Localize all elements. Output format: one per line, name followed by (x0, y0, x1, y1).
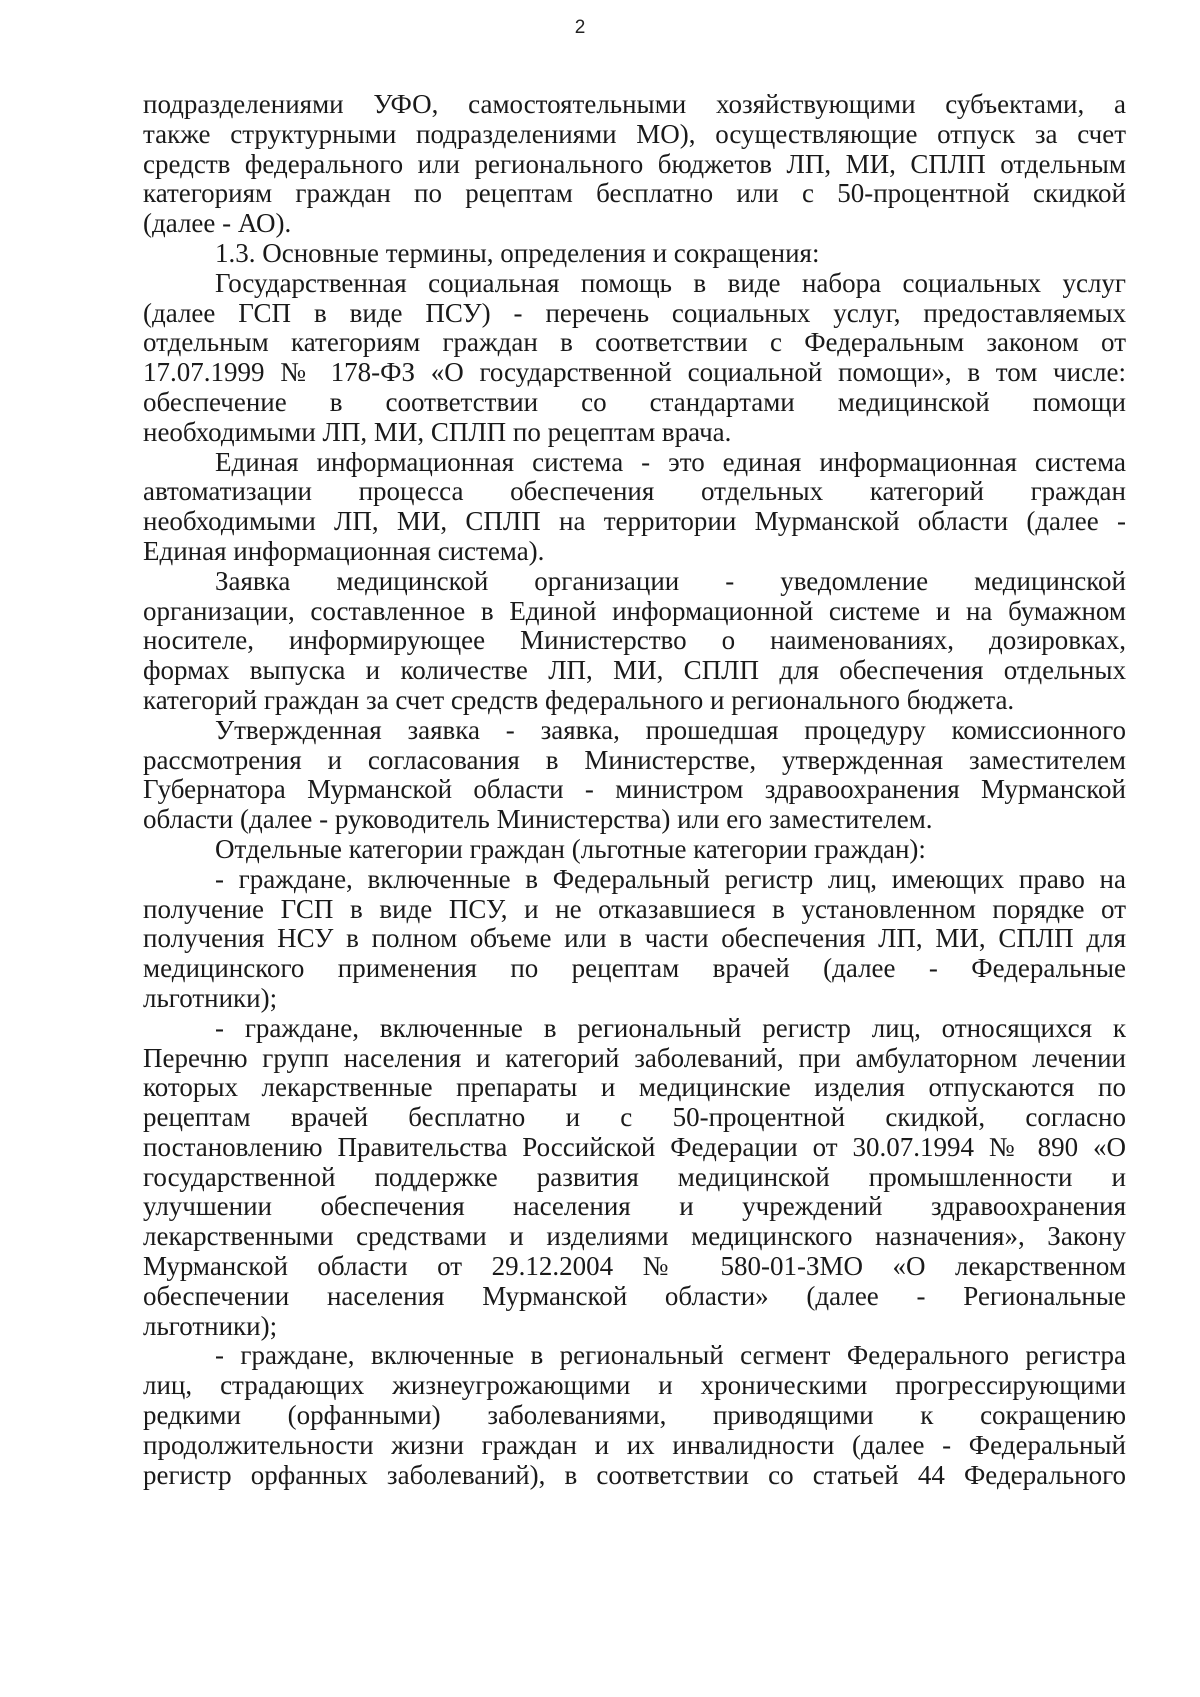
text-line: рецептам врачей бесплатно и с 50-процентной скидкой, согласно (143, 1102, 1126, 1133)
text-line: Утвержденная заявка - заявка, прошедшая процедуру комиссионного (215, 714, 1126, 745)
text-line: Мурманской области от 29.12.2004 № 580-01-ЗМО «О лекарственном (143, 1251, 1126, 1282)
paragraph (143, 269, 1126, 448)
text-line: Единая информационная система). (143, 535, 545, 566)
text-line: льготники); (143, 1310, 278, 1341)
text-line: 17.07.1999 № 178-ФЗ «О государственной социальной помощи», в том числе: (143, 357, 1126, 388)
paragraph (143, 1014, 1126, 1342)
text-line: автоматизации процесса обеспечения отдельных категорий граждан (143, 476, 1126, 507)
text-line: улучшении обеспечения населения и учреждений здравоохранения (143, 1191, 1126, 1222)
text-line: обеспечение в соответствии со стандартами медицинской помощи (143, 386, 1126, 417)
text-line: (далее ГСП в виде ПСУ) - перечень социальных услуг, предоставляемых (143, 297, 1126, 328)
text-line: носителе, информирующее Министерство о наименованиях, дозировках, (143, 625, 1126, 656)
text-line: - граждане, включенные в Федеральный регистр лиц, имеющих право на (215, 863, 1126, 894)
text-line: льготники); (143, 982, 278, 1013)
text-line: Единая информационная система - это единая информационная система (215, 446, 1126, 477)
text-line: (далее - АО). (143, 208, 292, 239)
text-line: отдельным категориям граждан в соответствии с Федеральным законом от (143, 327, 1126, 358)
page-number: 2 (574, 17, 586, 38)
text-line: продолжительности жизни граждан и их инвалидности (далее - Федеральный (143, 1429, 1126, 1460)
text-line: необходимыми ЛП, МИ, СПЛП по рецептам врача. (143, 416, 732, 447)
text-line: рассмотрения и согласования в Министерстве, утвержденная заместителем (143, 744, 1126, 775)
paragraph (143, 716, 1126, 835)
text-line: получение ГСП в виде ПСУ, и не отказавшиеся в установленном порядке от (143, 893, 1126, 924)
text-line: средств федерального или регионального бюджетов ЛП, МИ, СПЛП отдельным (143, 148, 1126, 179)
text-line: получения НСУ в полном объеме или в части обеспечения ЛП, МИ, СПЛП для (143, 923, 1126, 954)
paragraph (143, 1341, 1126, 1490)
text-line: организации, составленное в Единой информационной системе и на бумажном (143, 595, 1126, 626)
text-line: Перечню групп населения и категорий заболеваний, при амбулаторном лечении (143, 1042, 1126, 1073)
text-line: редкими (орфанными) заболеваниями, приводящими к сокращению (143, 1400, 1126, 1431)
paragraph (143, 835, 1126, 865)
text-line: регистр орфанных заболеваний), в соответствии со статьей 44 Федерального (143, 1459, 1126, 1490)
paragraph (143, 865, 1126, 1014)
text-line: категориям граждан по рецептам бесплатно или с 50-процентной скидкой (143, 178, 1126, 209)
text-line: категорий граждан за счет средств федерального и регионального бюджета. (143, 684, 1015, 715)
text-line: области (далее - руководитель Министерства) или его заместителем. (143, 804, 933, 835)
text-line: необходимыми ЛП, МИ, СПЛП на территории Мурманской области (далее - (143, 506, 1126, 537)
document-body (143, 90, 1126, 1490)
text-line: медицинского применения по рецептам врачей (далее - Федеральные (143, 953, 1126, 984)
paragraph (143, 239, 1126, 269)
text-line: которых лекарственные препараты и медицинские изделия отпускаются по (143, 1072, 1126, 1103)
text-line: лиц, страдающих жизнеугрожающими и хроническими прогрессирующими (143, 1370, 1126, 1401)
text-line: обеспечении населения Мурманской области» (далее - Региональные (143, 1280, 1126, 1311)
paragraph (143, 448, 1126, 567)
text-line: Государственная социальная помощь в виде набора социальных услуг (215, 267, 1126, 298)
text-line: государственной поддержке развития медицинской промышленности и (143, 1161, 1126, 1192)
paragraph (143, 90, 1126, 239)
text-line: Губернатора Мурманской области - министром здравоохранения Мурманской (143, 774, 1126, 805)
text-line: формах выпуска и количестве ЛП, МИ, СПЛП для обеспечения отдельных (143, 655, 1126, 686)
text-line: также структурными подразделениями МО), осуществляющие отпуск за счет (143, 118, 1126, 149)
text-line: - граждане, включенные в региональный регистр лиц, относящихся к (215, 1012, 1126, 1043)
text-line: постановлению Правительства Российской Федерации от 30.07.1994 № 890 «О (143, 1131, 1126, 1162)
text-line: Заявка медицинской организации - уведомление медицинской (215, 565, 1126, 596)
text-line: 1.3. Основные термины, определения и сокращения: (215, 237, 820, 268)
text-line: лекарственными средствами и изделиями медицинского назначения», Закону (143, 1221, 1126, 1252)
text-line: - граждане, включенные в региональный сегмент Федерального регистра (215, 1340, 1126, 1371)
text-line: подразделениями УФО, самостоятельными хозяйствующими субъектами, а (143, 89, 1126, 119)
text-line: Отдельные категории граждан (льготные категории граждан): (215, 833, 926, 864)
paragraph (143, 567, 1126, 716)
